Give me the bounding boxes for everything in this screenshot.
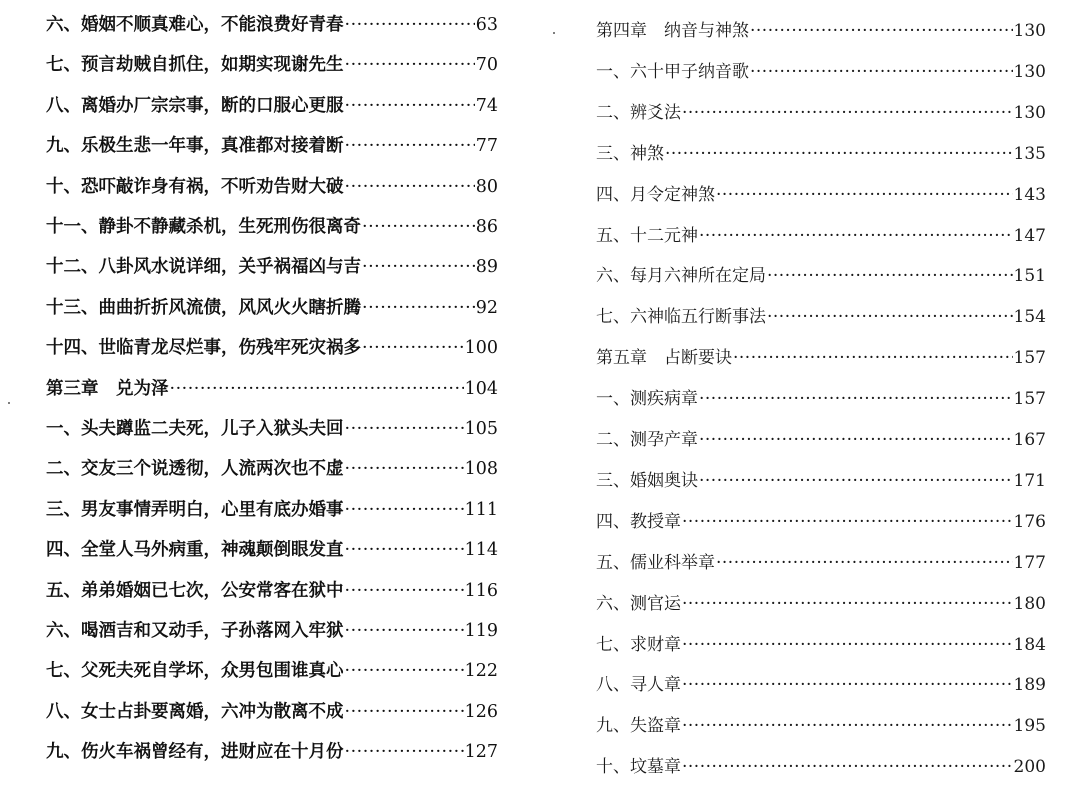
toc-entry-page-number: 135	[1013, 143, 1046, 164]
toc-entry-page-number: 105	[464, 419, 498, 439]
toc-entry	[46, 499, 498, 520]
dot-leader	[345, 744, 464, 762]
toc-entry-title: 八、寻人章	[596, 675, 681, 696]
dot-leader	[699, 473, 1013, 490]
toc-entry-page-number: 111	[464, 499, 498, 520]
toc-entry	[596, 718, 1046, 735]
toc-entry	[46, 219, 498, 237]
toc-entry-page-number: 147	[1013, 225, 1046, 246]
toc-entry-title: 七、六神临五行断事法	[596, 307, 766, 328]
toc-entry-page-number: 176	[1013, 511, 1046, 532]
toc-entry-title: 四、教授章	[596, 511, 681, 532]
toc-entry	[596, 102, 1046, 123]
toc-entry-title: 七、预言劫贼自抓住，如期实现谢先生	[46, 55, 344, 76]
dot-leader	[682, 596, 1013, 613]
dot-leader	[699, 228, 1013, 245]
toc-entry-title: 十一、静卦不静藏杀机，生死刑伤很离奇	[46, 217, 361, 237]
toc-entry-page-number: 157	[1013, 348, 1046, 369]
toc-entry-page-number: 167	[1013, 430, 1046, 450]
toc-entry-page-number: 180	[1013, 593, 1046, 614]
toc-entry-page-number: 184	[1013, 634, 1046, 655]
scan-speck	[8, 402, 10, 404]
toc-entry-title: 四、月令定神煞	[596, 184, 715, 205]
toc-entry-title: 十四、世临青龙尽烂事，伤残牢死灾祸多	[46, 338, 361, 359]
toc-entry-page-number: 63	[475, 15, 498, 35]
toc-entry-page-number: 108	[464, 459, 498, 480]
toc-entry	[596, 552, 1046, 573]
toc-entry	[596, 61, 1046, 82]
dot-leader	[750, 23, 1013, 40]
dot-leader	[345, 179, 475, 197]
toc-entry	[596, 470, 1046, 491]
dot-leader	[733, 350, 1013, 367]
toc-entry-title: 六、婚姻不顺真难心，不能浪费好青春	[46, 15, 344, 35]
toc-entry-page-number: 195	[1013, 716, 1046, 737]
toc-entry	[46, 95, 498, 116]
dot-leader	[767, 268, 1013, 285]
toc-entry-page-number: 100	[464, 338, 498, 359]
toc-entry	[596, 677, 1046, 694]
dot-leader	[682, 637, 1013, 654]
dot-leader	[682, 105, 1013, 122]
dot-leader	[682, 718, 1013, 735]
toc-entry-title: 八、离婚办厂宗宗事，断的口服心更服	[46, 95, 344, 116]
toc-entry-page-number: 77	[475, 136, 498, 157]
toc-entry-title: 一、六十甲子纳音歌	[596, 61, 749, 82]
toc-entry-title: 九、失盗章	[596, 716, 681, 737]
toc-entry-title: 第三章 兑为泽	[46, 378, 169, 399]
toc-entry-page-number: 189	[1013, 675, 1046, 696]
toc-entry-title: 一、测疾病章	[596, 389, 698, 410]
toc-entry-page-number: 130	[1013, 102, 1046, 123]
toc-entry-title: 第四章 纳音与神煞	[596, 21, 749, 41]
toc-entry-title: 九、乐极生悲一年事，真准都对接着断	[46, 136, 344, 157]
toc-entry-page-number: 74	[475, 95, 498, 116]
toc-entry-page-number: 89	[475, 257, 498, 278]
toc-entry-title: 六、测官运	[596, 593, 681, 614]
toc-entry-page-number: 92	[475, 297, 498, 318]
toc-entry	[46, 580, 498, 601]
dot-leader	[345, 623, 464, 641]
dot-leader	[362, 259, 475, 277]
toc-entry	[46, 378, 498, 399]
dot-leader	[682, 677, 1013, 694]
toc-entry-page-number: 200	[1013, 757, 1046, 778]
toc-entry-page-number: 86	[475, 217, 498, 237]
toc-entry-title: 十三、曲曲折折风流债，风风火火瞎折腾	[46, 297, 361, 318]
toc-entry	[46, 17, 498, 35]
dot-leader	[345, 583, 464, 601]
dot-leader	[682, 514, 1013, 531]
dot-leader	[345, 663, 464, 681]
toc-entry-title: 第五章 占断要诀	[596, 348, 732, 369]
dot-leader	[767, 309, 1013, 326]
toc-entry-page-number: 130	[1013, 61, 1046, 82]
toc-entry	[46, 176, 498, 197]
toc-entry-page-number: 130	[1013, 21, 1046, 41]
toc-entry-page-number: 171	[1013, 470, 1046, 491]
toc-entry	[46, 57, 498, 75]
dot-leader	[345, 57, 475, 75]
toc-entry	[596, 184, 1046, 205]
toc-entry	[596, 309, 1046, 326]
toc-entry	[596, 759, 1046, 776]
toc-entry	[596, 432, 1046, 449]
toc-entry-title: 十、恐吓敲诈身有祸，不听劝告财大破	[46, 176, 344, 197]
toc-entry-title: 三、婚姻奥诀	[596, 470, 698, 491]
toc-entry-title: 七、求财章	[596, 634, 681, 655]
toc-entry-page-number: 70	[475, 55, 498, 76]
toc-entry-page-number: 127	[464, 742, 498, 763]
dot-leader	[362, 340, 464, 358]
toc-entry-page-number: 122	[464, 661, 498, 682]
dot-leader	[682, 759, 1013, 776]
toc-entry	[596, 634, 1046, 655]
toc-entry-title: 二、测孕产章	[596, 430, 698, 450]
toc-entry-page-number: 154	[1013, 307, 1046, 328]
toc-entry-page-number: 80	[475, 176, 498, 197]
toc-entry	[46, 138, 498, 156]
scan-speck	[553, 32, 555, 34]
dot-leader	[345, 704, 464, 722]
toc-entry-title: 八、女士占卦要离婚，六冲为散离不成	[46, 701, 344, 722]
toc-entry	[596, 143, 1046, 164]
dot-leader	[345, 17, 475, 35]
toc-entry-title: 二、交友三个说透彻，人流两次也不虚	[46, 459, 344, 480]
toc-entry-page-number: 104	[464, 378, 498, 399]
toc-entry	[46, 744, 498, 762]
toc-entry	[596, 268, 1046, 285]
dot-leader	[345, 461, 464, 479]
toc-entry-page-number: 126	[464, 701, 498, 722]
dot-leader	[170, 381, 464, 399]
dot-leader	[345, 421, 464, 439]
toc-entry	[596, 391, 1046, 408]
toc-entry-title: 九、伤火车祸曾经有，进财应在十月份	[46, 742, 344, 763]
toc-entry-page-number: 114	[464, 540, 498, 561]
toc-entry	[46, 701, 498, 722]
toc-entry-page-number: 119	[464, 621, 498, 641]
toc-entry-title: 七、父死夫死自学坏，众男包围谁真心	[46, 661, 344, 682]
toc-entry	[46, 259, 498, 277]
toc-entry-title: 十二、八卦风水说详细，关乎祸福凶与吉	[46, 257, 361, 278]
toc-entry-title: 四、全堂人马外病重，神魂颠倒眼发直	[46, 540, 344, 561]
toc-entry	[596, 511, 1046, 532]
toc-entry	[46, 663, 498, 681]
toc-entry	[596, 350, 1046, 367]
toc-entry-title: 六、喝酒吉和又动手，子孙落网入牢狱	[46, 621, 344, 641]
toc-entry-title: 二、辨爻法	[596, 102, 681, 123]
toc-entry-title: 十、坟墓章	[596, 757, 681, 778]
toc-entry-title: 一、头夫蹲监二夫死，儿子入狱头夫回	[46, 419, 344, 439]
toc-entry	[46, 461, 498, 479]
toc-entry-page-number: 177	[1013, 552, 1046, 573]
toc-entry-title: 五、十二元神	[596, 225, 698, 246]
toc-entry	[596, 23, 1046, 40]
dot-leader	[362, 219, 475, 237]
dot-leader	[699, 432, 1013, 449]
toc-entry	[46, 542, 498, 560]
dot-leader	[345, 502, 464, 520]
toc-entry	[596, 593, 1046, 614]
toc-entry	[596, 225, 1046, 246]
dot-leader	[345, 542, 464, 560]
toc-entry	[46, 421, 498, 439]
dot-leader	[665, 146, 1013, 163]
dot-leader	[699, 391, 1013, 408]
toc-entry-page-number: 143	[1013, 184, 1046, 205]
dot-leader	[716, 187, 1013, 204]
toc-entry	[46, 297, 498, 318]
toc-entry-title: 六、每月六神所在定局	[596, 266, 766, 287]
toc-entry-page-number: 151	[1013, 266, 1046, 287]
toc-entry-title: 五、儒业科举章	[596, 552, 715, 573]
toc-entry-title: 三、男友事情弄明白，心里有底办婚事	[46, 499, 344, 520]
toc-entry-title: 五、弟弟婚姻已七次，公安常客在狱中	[46, 580, 344, 601]
toc-entry-page-number: 157	[1013, 389, 1046, 410]
dot-leader	[716, 555, 1013, 572]
toc-entry-title: 三、神煞	[596, 143, 664, 164]
toc-entry	[46, 340, 498, 358]
dot-leader	[362, 300, 475, 318]
toc-entry	[46, 623, 498, 641]
toc-entry-page-number: 116	[464, 580, 498, 601]
dot-leader	[345, 98, 475, 116]
dot-leader	[750, 64, 1013, 81]
dot-leader	[345, 138, 475, 156]
